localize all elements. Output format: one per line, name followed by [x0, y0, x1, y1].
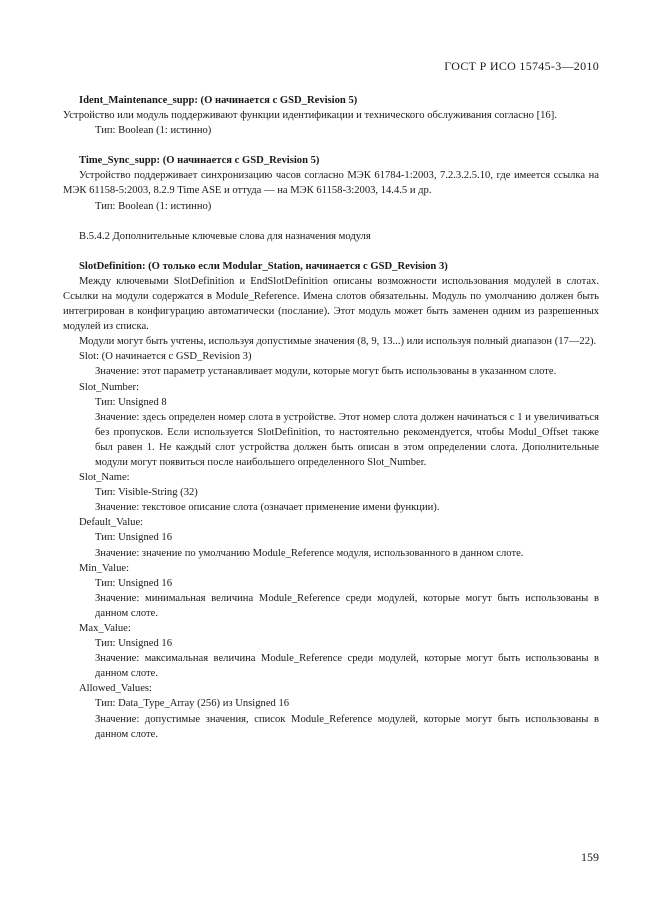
slot-definition-range-note: Модули могут быть учтены, используя допустимые значения (8, 9, 13...) или используя полный диапазон (17—22). — [79, 336, 597, 348]
param-slot-name-name: Slot_Name: — [79, 472, 130, 484]
ident-maintenance-type: Тип: Boolean (1: истинно) — [95, 125, 212, 137]
time-sync-heading: Time_Sync_supp: (О начинается с GSD_Revision 5) — [79, 155, 320, 167]
param-slot-name-type: Тип: Visible-String (32) — [95, 487, 198, 499]
param-min-value-name: Min_Value: — [79, 562, 130, 574]
param-default-value-type: Тип: Unsigned 16 — [95, 532, 172, 544]
param-slot-name-value: Значение: текстовое описание слота (означает применение имени функции). — [95, 502, 440, 514]
param-min-value-type: Тип: Unsigned 16 — [95, 577, 172, 589]
param-default-value-name: Default_Value: — [79, 517, 144, 529]
ident-maintenance-heading: Ident_Maintenance_supp: (О начинается с GSD_Revision 5) — [79, 95, 358, 106]
page-body — [63, 93, 599, 742]
param-slot-number-value: Значение: здесь определен номер слота в устройстве. Этот номер слота должен начинаться с 1 и увеличиваться без пропусков. Если используется SlotDefinition, то настоятельно рекомендуется, чтобы Modul_Offset также был равен 1. Не каждый слот устройства должен быть описан в этом определении слота. Дополнительные модули могут появиться после наибольшего определенного Slot_Number. — [95, 411, 599, 468]
time-sync-body: Устройство поддерживает синхронизацию часов согласно МЭК 61784-1:2003, 7.2.3.2.5.10, где имеется ссылка на МЭК 61158-5:2003, 8.2.9 Time ASE и оттуда — на МЭК 61158-3:2003, 14.4.5 и др. — [63, 170, 599, 197]
param-allowed-values-type: Тип: Data_Type_Array (256) из Unsigned 16 — [95, 698, 290, 710]
param-max-value-type: Тип: Unsigned 16 — [95, 638, 172, 650]
time-sync-type: Тип: Boolean (1: истинно) — [95, 200, 212, 212]
slot-definition-heading: SlotDefinition: (О только если Modular_Station, начинается с GSD_Revision 3) — [79, 260, 448, 272]
page-number: 159 — [581, 850, 599, 864]
ident-maintenance-body: Устройство или модуль поддерживают функции идентификации и технического обслуживания согласно [16]. — [63, 110, 557, 122]
param-max-value-value: Значение: максимальная величина Module_Reference среди модулей, которые могут быть использованы в данном слоте. — [95, 653, 599, 680]
param-max-value-name: Max_Value: — [79, 623, 131, 634]
param-slot-number-name: Slot_Number: — [79, 381, 140, 393]
param-slot-value: Значение: этот параметр устанавливает модули, которые могут быть использованы в указанном слоте. — [95, 366, 557, 378]
param-min-value-value: Значение: минимальная величина Module_Reference среди модулей, которые могут быть использованы в данном слоте. — [95, 592, 599, 619]
document-id-header: ГОСТ Р ИСО 15745-3—2010 — [444, 59, 599, 73]
param-slot-name: Slot: (О начинается с GSD_Revision 3) — [79, 351, 252, 363]
param-allowed-values-value: Значение: допустимые значения, список Module_Reference модулей, которые могут быть использованы в данном слоте. — [95, 713, 599, 740]
slot-definition-body: Между ключевыми SlotDefinition и EndSlotDefinition описаны возможности использования модулей в слотах. Ссылки на модули содержатся в Module_Reference. Имена слотов обязательны. Модуль по умолчанию должен быть интегрирован в конфигурацию автоматически (послание). Этот модуль может быть заменен одним из разрешенных модулей из списка. — [63, 275, 599, 333]
param-slot-number-type: Тип: Unsigned 8 — [95, 396, 167, 408]
subsection-title: B.5.4.2 Дополнительные ключевые слова для назначения модуля — [79, 230, 371, 242]
param-default-value-value: Значение: значение по умолчанию Module_Reference модуля, использованного в данном слоте. — [95, 547, 524, 559]
param-allowed-values-name: Allowed_Values: — [79, 683, 152, 695]
